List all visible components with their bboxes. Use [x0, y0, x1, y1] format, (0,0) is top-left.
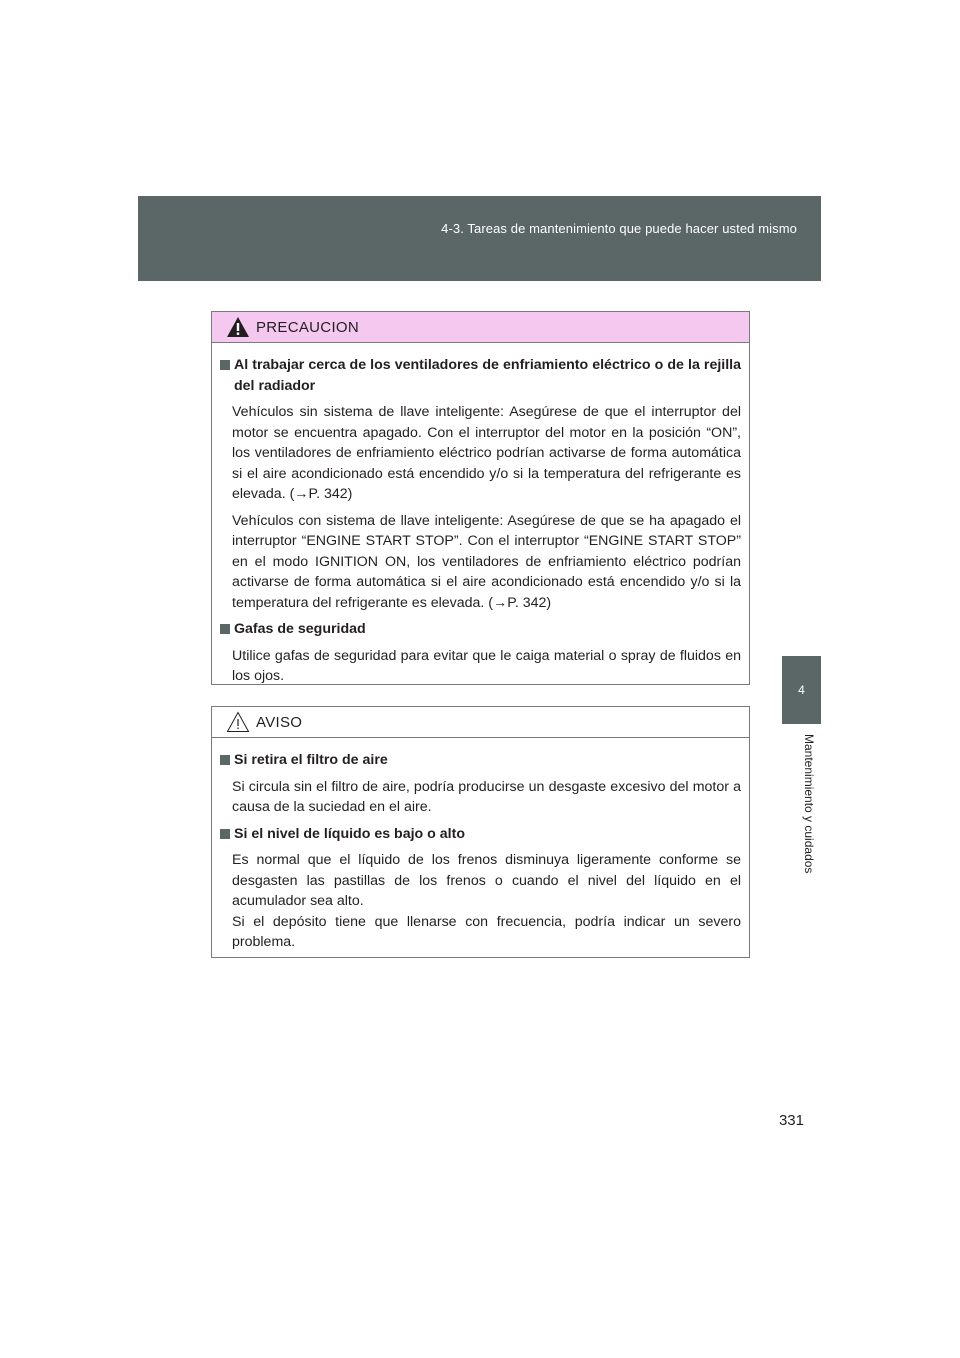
square-bullet-icon: [220, 360, 230, 370]
square-bullet-icon: [220, 624, 230, 634]
paragraph: Utilice gafas de seguridad para evitar que le caiga material o spray de fluidos en los ojos.: [232, 647, 741, 684]
notice-header: [212, 707, 749, 738]
chapter-tab-number: 4: [782, 656, 821, 724]
paragraph: Si el depósito tiene que llenarse con frecuencia, podría indicar un severo problema.: [232, 913, 741, 950]
warning-triangle-filled-icon: [226, 316, 250, 338]
section-breadcrumb: 4-3. Tareas de mantenimiento que puede hacer usted mismo: [441, 221, 797, 236]
caution-section: [220, 355, 741, 613]
warning-triangle-outline-icon: [226, 711, 250, 733]
page-number: 331: [778, 1112, 804, 1129]
paragraph: Vehículos con sistema de llave inteligente: Asegúrese de que se ha apagado el interruptor “ENGINE START STOP”. Con el interruptor “ENGINE START STOP” en el modo IGNITION ON, los ventiladores de enfriamiento eléctrico podrían activarse de forma automática si el aire acondicionado está encendido y/o si la temperatura del refrigerante es elevada. (→P. 342): [232, 512, 741, 611]
notice-section: [220, 824, 741, 953]
paragraph: Es normal que el líquido de los frenos disminuya ligeramente conforme se desgasten las pastillas de los frenos o cuando el nivel del líquido en el acumulador sea alto.: [232, 852, 741, 909]
caution-header: [212, 312, 749, 343]
notice-section: [220, 750, 741, 818]
section-heading: Si el nivel de líquido es bajo o alto: [220, 824, 741, 845]
paragraph: Vehículos sin sistema de llave inteligente: Asegúrese de que el interruptor del motor se encuentra apagado. Con el interruptor del motor en la posición “ON”, los ventiladores de enfriamiento eléctrico podrían activarse de forma automática si el aire acondicionado está encendido y/o si la temperatura del refrigerante es elevada. (→P. 342): [232, 404, 741, 502]
section-heading: Gafas de seguridad: [220, 619, 741, 640]
section-heading: Si retira el filtro de aire: [220, 750, 741, 771]
notice-box: [211, 706, 750, 958]
header-band: [138, 196, 821, 281]
chapter-tab-label: Mantenimiento y cuidados: [802, 734, 816, 874]
section-heading: Al trabajar cerca de los ventiladores de enfriamiento eléctrico o de la rejilla del radiador: [220, 355, 741, 396]
caution-title: PRECAUCION: [256, 318, 360, 336]
caution-box: [211, 311, 750, 685]
square-bullet-icon: [220, 755, 230, 765]
caution-section: [220, 619, 741, 687]
notice-title: AVISO: [256, 713, 303, 731]
square-bullet-icon: [220, 829, 230, 839]
paragraph: Si circula sin el filtro de aire, podría producirse un desgaste excesivo del motor a causa de la suciedad en el aire.: [232, 778, 741, 815]
